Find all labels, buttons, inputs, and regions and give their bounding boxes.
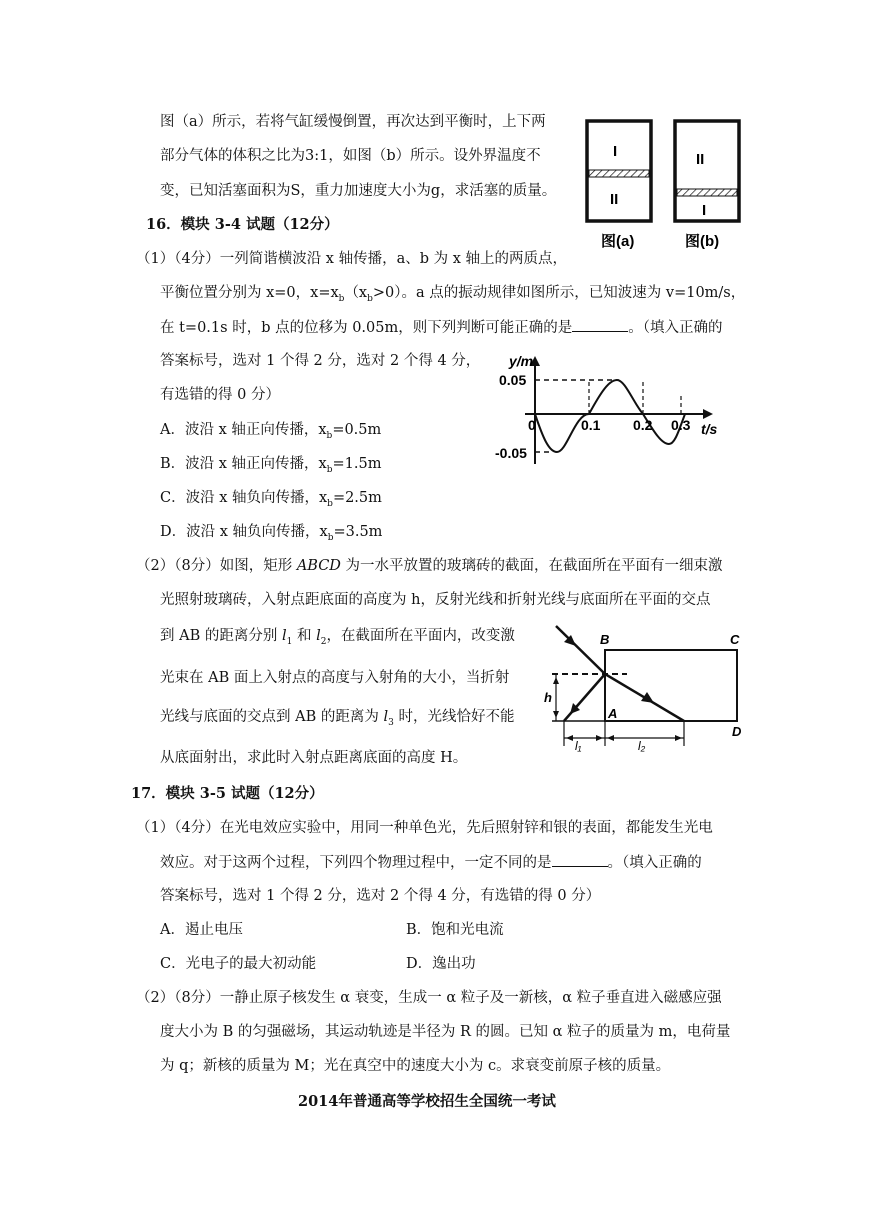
label-h: h (544, 690, 552, 705)
x-axis-label: t/s (701, 421, 718, 437)
label-d: D (732, 724, 742, 739)
q16-title: 16．模块 3-4 试题（12分） (146, 216, 339, 233)
piston-a (589, 170, 649, 177)
q16-p1-line5: 有选错的得 0 分） (160, 387, 280, 403)
cylinder-figure (583, 118, 745, 253)
y-axis-label: y/m (509, 353, 534, 369)
reflected-ray (564, 674, 605, 721)
label-a: A (608, 706, 618, 721)
tick-label-0.3: 0.3 (671, 417, 691, 433)
q17-p1-line1: （1）（4分）在光电效应实验中，用同一种单色光，先后照射锌和银的表面，都能发生光电 (136, 820, 713, 836)
q16-p1-line1: （1）（4分）一列简谐横波沿 x 轴传播，a、b 为 x 轴上的两质点， (136, 251, 568, 267)
q17-option-b: B．饱和光电流 (406, 922, 504, 938)
q16-p1-line3: 在 t=0.1s 时，b 点的位移为 0.05m，则下列判断可能正确的是 。（填入正确的 (160, 317, 722, 338)
answer-blank (552, 852, 608, 867)
cyl-b-top-label: II (696, 151, 705, 168)
label-b: B (600, 632, 610, 647)
cylinder-b (675, 121, 739, 221)
caption-b: 图(b) (685, 233, 720, 250)
q16-p2-line3: 到 AB 的距离分别 $l_1$ 和 $l_2$，在截面所在平面内，改变激 (160, 628, 515, 647)
q15-line-2: 部分气体的体积之比为3:1，如图（b）所示。设外界温度不 (160, 148, 541, 164)
q17-title: 17．模块 3-5 试题（12分） (131, 785, 324, 802)
cyl-a-top-label: I (613, 143, 618, 160)
exam-heading: 2014年普通高等学校招生全国统一考试 (298, 1093, 556, 1110)
label-l1: l₁ (575, 739, 582, 752)
q17-p2-line1: （2）（8分）一静止原子核发生 α 衰变，生成一 α 粒子及一新核，α 粒子垂直进入磁感应强 (136, 990, 722, 1006)
q16-p2-line1: （2）（8分）如图，矩形 ABCD 为一水平放置的玻璃砖的截面，在截面所在平面有一细束激 (136, 558, 723, 574)
cyl-a-bottom-label: II (610, 191, 619, 208)
sine-curve (535, 380, 685, 452)
q17-option-d: D．逸出功 (406, 956, 476, 972)
tick-label-0.1: 0.1 (581, 417, 601, 433)
q16-option-c: C．波沿 x 轴负向传播，$x_b=2.5m$ (160, 490, 382, 509)
q17-p1-line3: 答案标号，选对 1 个得 2 分，选对 2 个得 4 分，有选错的得 0 分） (160, 888, 601, 904)
label-c: C (730, 632, 740, 647)
q16-p2-line6: 从底面射出，求此时入射点距离底面的高度 H。 (160, 750, 468, 766)
answer-blank (572, 317, 628, 332)
caption-a: 图(a) (601, 233, 635, 250)
y-max-label: 0.05 (499, 372, 527, 388)
q17-option-a: A．遏止电压 (160, 922, 243, 938)
q17-p2-line3: 为 q；新核的质量为 M；光在真空中的速度大小为 c。求衰变前原子核的质量。 (160, 1058, 671, 1074)
q15-line-1: 图（a）所示，若将气缸缓慢倒置，再次达到平衡时，上下两 (160, 114, 546, 130)
q16-option-a: A．波沿 x 轴正向传播，$x_b=0.5m$ (160, 422, 382, 441)
glass-brick-figure (542, 622, 748, 752)
tick-label-0.2: 0.2 (633, 417, 653, 433)
q17-p2-line2: 度大小为 B 的匀强磁场，其运动轨迹是半径为 R 的圆。已知 α 粒子的质量为 m，电荷量 (160, 1024, 731, 1040)
q17-option-c: C．光电子的最大初动能 (160, 956, 317, 972)
q16-p2-line5: 光线与底面的交点到 AB 的距离为 $l_3$ 时，光线恰好不能 (160, 709, 515, 728)
x-axis-arrow (703, 409, 713, 419)
vibration-graph (495, 352, 730, 470)
piston-b (677, 189, 737, 196)
q16-p2-line2: 光照射玻璃砖，入射点距底面的高度为 h，反射光线和折射光线与底面所在平面的交点 (160, 592, 711, 608)
label-l2: l₂ (638, 739, 646, 752)
q16-p1-line2: 平衡位置分别为 x=0，$x=x_b(x_b>0)$。a 点的振动规律如图所示，已知波速为 v=10m/s， (160, 285, 746, 304)
q16-p2-line4: 光束在 AB 面上入射点的高度与入射角的大小，当折射 (160, 670, 510, 686)
q16-p1-line4: 答案标号，选对 1 个得 2 分，选对 2 个得 4 分， (160, 353, 481, 369)
origin-label: 0 (528, 417, 536, 433)
q16-option-d: D．波沿 x 轴负向传播，$x_b=3.5m$ (160, 524, 383, 543)
cyl-b-bottom-label: I (702, 202, 707, 219)
q16-option-b: B．波沿 x 轴正向传播，$x_b=1.5m$ (160, 456, 382, 475)
incident-ray (556, 626, 605, 674)
y-min-label: -0.05 (495, 445, 527, 461)
q17-p1-line2: 效应。对于这两个过程，下列四个物理过程中，一定不同的是 。（填入正确的 (160, 852, 702, 873)
q15-line-3: 变，已知活塞面积为S，重力加速度大小为g，求活塞的质量。 (160, 183, 557, 199)
